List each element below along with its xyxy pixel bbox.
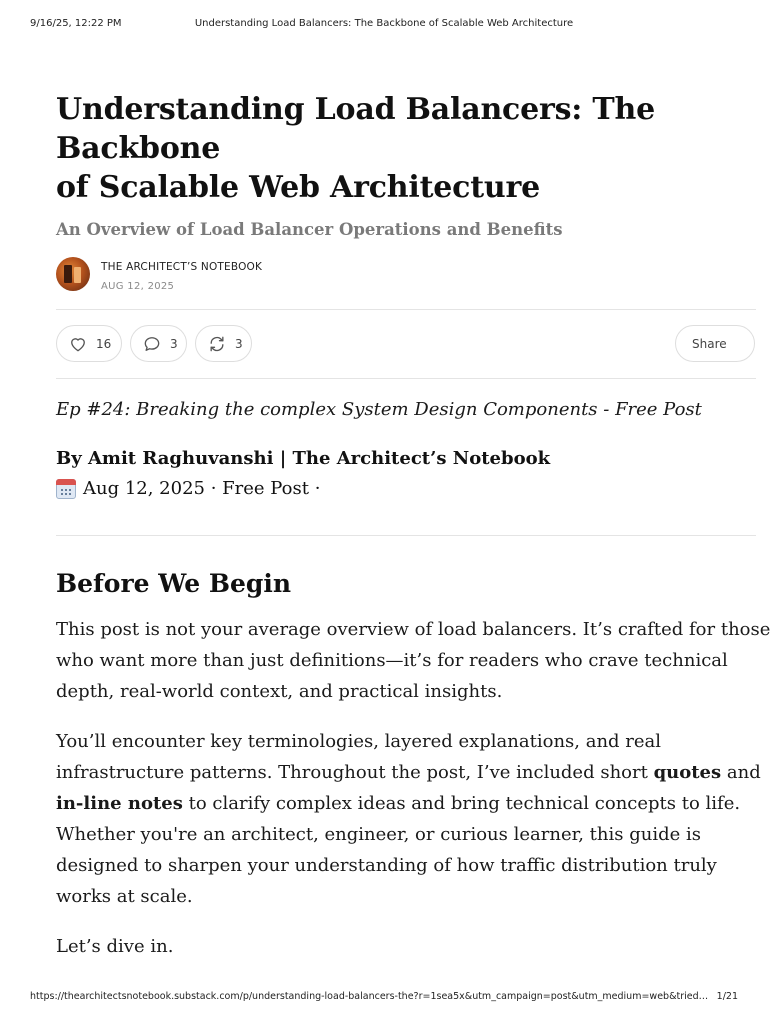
paragraph-line: [56, 757, 761, 788]
print-header: [30, 18, 738, 34]
paragraph: [56, 726, 761, 912]
bold-text: quotes: [653, 762, 722, 783]
paragraph-line: [56, 788, 756, 819]
page-url: https://thearchitectsnotebook.substack.com/p/understanding-load-balancers-the?r=1sea5x&utm_campaign=post&utm_medium=web&tried…: [30, 991, 709, 1002]
print-footer: [30, 991, 738, 1005]
calendar-icon: [56, 479, 76, 499]
post-subtitle: An Overview of Load Balancer Operations and Benefits: [56, 220, 563, 239]
post-title: [56, 90, 756, 207]
restack-button[interactable]: [195, 325, 252, 362]
avatar-shape: [64, 265, 72, 283]
paragraph-line: Whether you're an architect, engineer, or curious learner, this guide is: [56, 824, 701, 845]
comment-bubble-icon: [142, 334, 162, 354]
divider: [56, 378, 756, 379]
paragraph-line: You’ll encounter key terminologies, layered explanations, and real: [56, 731, 662, 752]
section-heading: Before We Begin: [56, 569, 292, 598]
publication-avatar[interactable]: [56, 257, 90, 291]
restack-icon: [207, 334, 227, 354]
share-label: Share: [692, 336, 727, 351]
paragraph: Let’s dive in.: [56, 936, 174, 957]
avatar-shape: [74, 267, 81, 283]
print-date: 9/16/25, 12:22 PM: [30, 18, 122, 29]
divider: [56, 535, 756, 536]
paragraph-line: This post is not your average overview of load balancers. It’s crafted for those: [56, 619, 770, 640]
text-run: infrastructure patterns. Throughout the post, I’ve included short: [56, 762, 654, 783]
post-actions-bar: [56, 310, 756, 378]
publish-date: AUG 12, 2025: [101, 281, 175, 292]
date-line: [56, 475, 756, 503]
publication-name[interactable]: THE ARCHITECT’S NOTEBOOK: [101, 261, 263, 273]
episode-title: Ep #24: Breaking the complex System Design Components - Free Post: [56, 399, 702, 420]
like-count: 16: [96, 336, 112, 351]
paragraph-line: depth, real-world context, and practical insights.: [56, 681, 503, 702]
page-number: 1/21: [716, 991, 738, 1002]
comment-button[interactable]: [130, 325, 187, 362]
byline: [56, 257, 756, 303]
author-line: By Amit Raghuvanshi | The Architect’s Notebook: [56, 448, 551, 469]
bold-text: in-line notes: [56, 793, 183, 814]
text-run: and: [721, 762, 761, 783]
text-run: to clarify complex ideas and bring technical concepts to life.: [182, 793, 741, 814]
paragraph: [56, 614, 770, 707]
heart-icon: [68, 334, 88, 354]
article: [56, 90, 770, 962]
print-title: Understanding Load Balancers: The Backbone of Scalable Web Architecture: [194, 18, 574, 29]
restack-count: 3: [235, 336, 243, 351]
post-title-line-2: of Scalable Web Architecture: [56, 170, 540, 205]
article-viewport: [56, 60, 770, 960]
comment-count: 3: [170, 336, 178, 351]
share-button[interactable]: [675, 325, 755, 362]
date-line-text: Aug 12, 2025 · Free Post ·: [83, 478, 321, 499]
paragraph-line: works at scale.: [56, 886, 193, 907]
like-button[interactable]: [56, 325, 122, 362]
paragraph-line: who want more than just definitions—it’s for readers who crave technical: [56, 650, 728, 671]
paragraph-line: designed to sharpen your understanding of how traffic distribution truly: [56, 855, 717, 876]
post-title-line-1: Understanding Load Balancers: The Backbone: [56, 92, 656, 166]
